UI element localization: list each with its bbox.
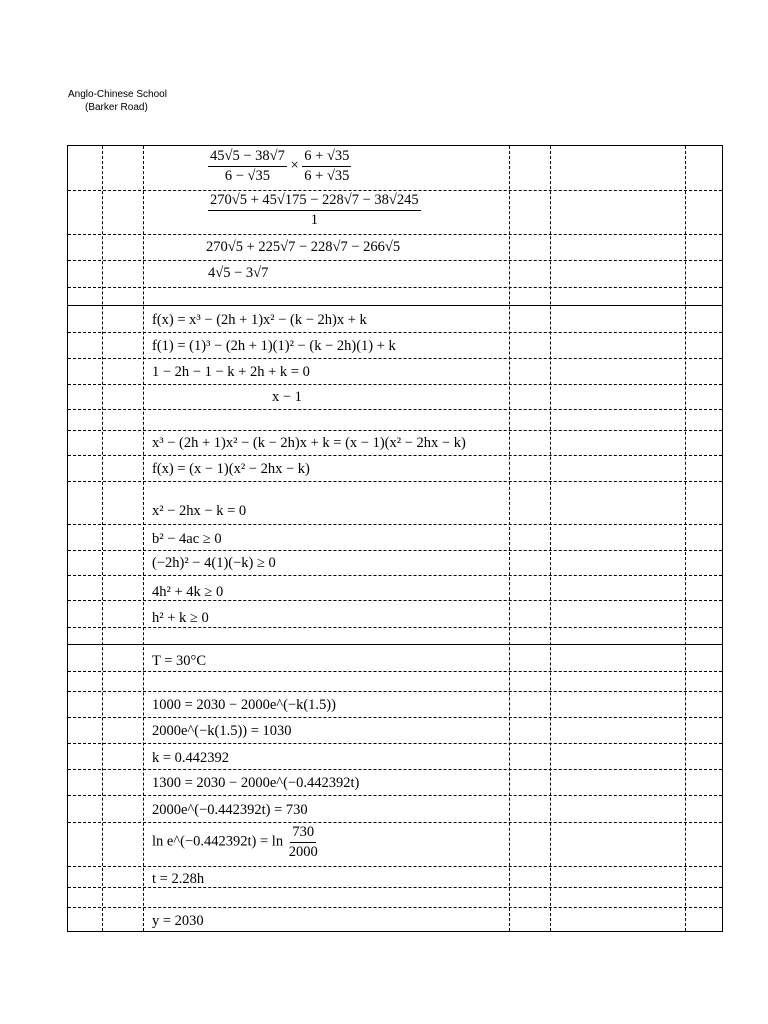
row-divider (68, 822, 722, 823)
temperature-line: T = 30°C (152, 653, 206, 669)
row-divider (68, 332, 722, 333)
column-divider (685, 146, 686, 931)
row-divider (68, 627, 722, 628)
row-divider (68, 409, 722, 410)
row-divider (68, 691, 722, 692)
row-divider (68, 743, 722, 744)
surd-expression-1 (208, 149, 351, 183)
discriminant-line-2: (−2h)² − 4(1)(−k) ≥ 0 (152, 555, 276, 571)
column-divider (143, 146, 144, 931)
exponential-line-2: 2000e^(−k(1.5)) = 1030 (152, 723, 292, 739)
answer-sheet (67, 145, 723, 932)
fraction-denominator: 2000 (288, 843, 318, 860)
fraction-denominator: 1 (310, 211, 318, 228)
row-divider (68, 866, 722, 867)
row-divider (68, 190, 722, 191)
row-divider (68, 575, 722, 576)
surd-expression-3: 270√5 + 225√7 − 228√7 − 266√5 (206, 239, 401, 255)
row-divider (68, 384, 722, 385)
row-divider (68, 769, 722, 770)
polynomial-line-5: x³ − (2h + 1)x² − (k − 2h)x + k = (x − 1)(x² − 2hx − k) (152, 435, 466, 451)
row-divider (68, 481, 722, 482)
polynomial-factor: x − 1 (272, 389, 302, 405)
row-divider (68, 524, 722, 525)
surd-expression-2 (208, 193, 421, 227)
school-branch: (Barker Road) (85, 102, 148, 113)
row-divider (68, 671, 722, 672)
discriminant-line-1: b² − 4ac ≥ 0 (152, 531, 222, 547)
polynomial-line-1: f(x) = x³ − (2h + 1)x² − (k − 2h)x + k (152, 312, 367, 328)
section-divider (68, 644, 722, 645)
column-divider (550, 146, 551, 931)
row-divider (68, 600, 722, 601)
polynomial-line-3: 1 − 2h − 1 − k + 2h + k = 0 (152, 364, 310, 380)
row-divider (68, 430, 722, 431)
discriminant-line-4: h² + k ≥ 0 (152, 610, 209, 626)
row-divider (68, 358, 722, 359)
column-divider (509, 146, 510, 931)
surd-result: 4√5 − 3√7 (208, 265, 269, 281)
fraction-denominator: 6 + √35 (304, 167, 350, 184)
row-divider (68, 907, 722, 908)
fraction-numerator: 270√5 + 45√175 − 228√7 − 38√245 (208, 193, 421, 211)
exponential-line-6 (152, 825, 320, 859)
school-name: Anglo-Chinese School (68, 89, 167, 100)
column-divider (102, 146, 103, 931)
section-divider (68, 305, 722, 306)
fraction-numerator: 6 + √35 (302, 149, 351, 167)
fraction-numerator: 45√5 − 38√7 (208, 149, 287, 167)
row-divider (68, 717, 722, 718)
row-divider (68, 455, 722, 456)
exponential-line-5: 2000e^(−0.442392t) = 730 (152, 802, 308, 818)
exponential-line-3: k = 0.442392 (152, 750, 230, 766)
asymptote-line: y = 2030 (152, 913, 204, 929)
row-divider (68, 795, 722, 796)
row-divider (68, 260, 722, 261)
row-divider (68, 287, 722, 288)
polynomial-line-2: f(1) = (1)³ − (2h + 1)(1)² − (k − 2h)(1) + k (152, 338, 396, 354)
row-divider (68, 887, 722, 888)
polynomial-line-7: x² − 2hx − k = 0 (152, 503, 247, 519)
exponential-line-4: 1300 = 2030 − 2000e^(−0.442392t) (152, 775, 360, 791)
document-header (68, 88, 167, 114)
polynomial-line-6: f(x) = (x − 1)(x² − 2hx − k) (152, 461, 310, 477)
times-sign: × (290, 157, 299, 174)
time-result: t = 2.28h (152, 871, 205, 887)
fraction-numerator: 730 (290, 825, 316, 843)
row-divider (68, 550, 722, 551)
log-lhs: ln e^(−0.442392t) = ln (152, 833, 284, 850)
row-divider (68, 234, 722, 235)
discriminant-line-3: 4h² + 4k ≥ 0 (152, 584, 224, 600)
exponential-line-1: 1000 = 2030 − 2000e^(−k(1.5)) (152, 697, 336, 713)
fraction-denominator: 6 − √35 (224, 167, 270, 184)
